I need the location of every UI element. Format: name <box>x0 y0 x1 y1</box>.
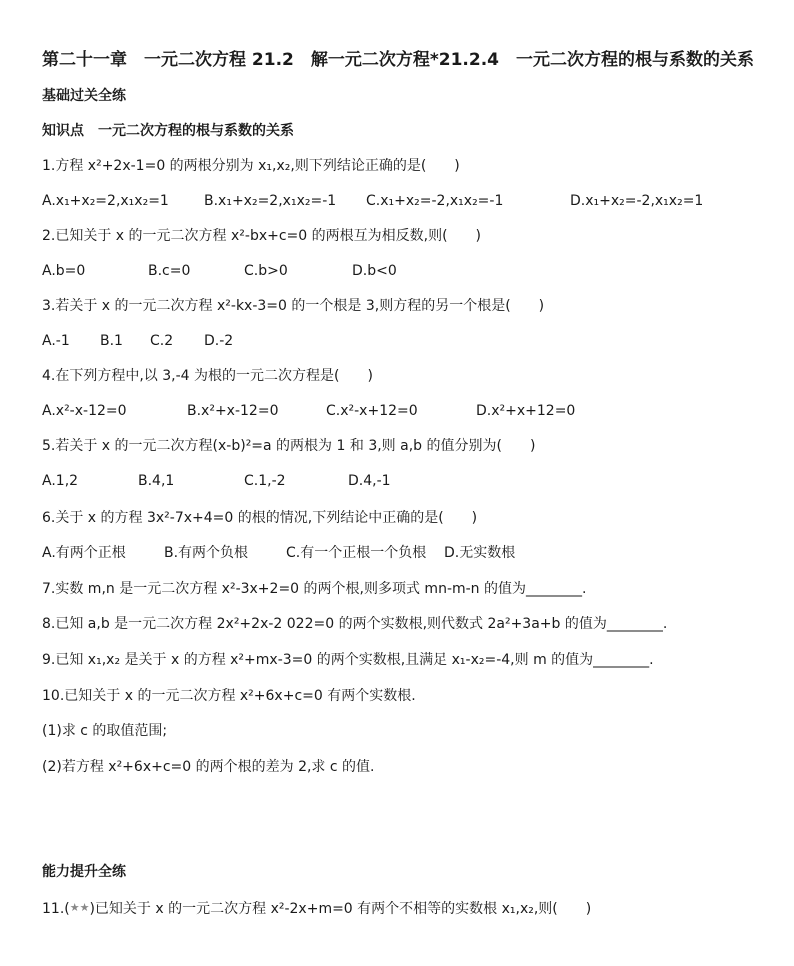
question-2-options <box>42 261 762 281</box>
option-b: B.x²+x-12=0 <box>187 403 279 419</box>
question-11-stem <box>42 898 591 919</box>
option-d: D.无实数根 <box>444 545 516 561</box>
option-b: B.有两个负根 <box>164 545 249 561</box>
option-a: A.x²-x-12=0 <box>42 403 127 419</box>
question-9: 9.已知 x₁,x₂ 是关于 x 的方程 x²+mx-3=0 的两个实数根,且满足 x₁-x₂=-4,则 m 的值为________. <box>42 652 654 668</box>
option-c: C.2 <box>150 333 174 349</box>
option-b: B.4,1 <box>138 473 175 489</box>
option-b: B.c=0 <box>148 263 191 279</box>
question-4-options <box>42 401 762 421</box>
option-d: D.x₁+x₂=-2,x₁x₂=1 <box>570 193 704 209</box>
question-4-stem: 4.在下列方程中,以 3,-4 为根的一元二次方程是( ) <box>42 368 373 384</box>
question-7: 7.实数 m,n 是一元二次方程 x²-3x+2=0 的两个根,则多项式 mn-m-n 的值为________. <box>42 581 587 597</box>
question-10-part-1: (1)求 c 的取值范围; <box>42 723 168 739</box>
option-c: C.b>0 <box>244 263 288 279</box>
option-b: B.1 <box>100 333 123 349</box>
option-a: A.1,2 <box>42 473 79 489</box>
option-a: A.x₁+x₂=2,x₁x₂=1 <box>42 193 169 209</box>
section-basic: 基础过关全练 <box>42 88 126 104</box>
question-6-stem: 6.关于 x 的方程 3x²-7x+4=0 的根的情况,下列结论中正确的是( ) <box>42 510 478 526</box>
question-11-text: )已知关于 x 的一元二次方程 x²-2x+m=0 有两个不相等的实数根 x₁,x₂,则( ) <box>89 901 592 917</box>
option-c: C.1,-2 <box>244 473 286 489</box>
question-5-stem: 5.若关于 x 的一元二次方程(x-b)²=a 的两根为 1 和 3,则 a,b 的值分别为( ) <box>42 438 536 454</box>
question-5-options <box>42 471 762 491</box>
difficulty-star-icon: ★★ <box>69 901 90 914</box>
question-8: 8.已知 a,b 是一元二次方程 2x²+2x-2 022=0 的两个实数根,则代数式 2a²+3a+b 的值为________. <box>42 616 668 632</box>
knowledge-point: 知识点 一元二次方程的根与系数的关系 <box>42 123 294 139</box>
option-c: C.x₁+x₂=-2,x₁x₂=-1 <box>366 193 504 209</box>
question-10-part-2: (2)若方程 x²+6x+c=0 的两个根的差为 2,求 c 的值. <box>42 759 375 775</box>
option-a: A.b=0 <box>42 263 86 279</box>
option-d: D.-2 <box>204 333 234 349</box>
option-a: A.有两个正根 <box>42 545 126 561</box>
option-d: D.4,-1 <box>348 473 391 489</box>
question-3-options <box>42 331 762 351</box>
question-3-stem: 3.若关于 x 的一元二次方程 x²-kx-3=0 的一个根是 3,则方程的另一个根是( ) <box>42 298 545 314</box>
question-10-stem: 10.已知关于 x 的一元二次方程 x²+6x+c=0 有两个实数根. <box>42 688 416 704</box>
question-11-prefix: 11.( <box>42 901 70 917</box>
option-a: A.-1 <box>42 333 70 349</box>
question-1-options <box>42 191 762 211</box>
question-1-stem: 1.方程 x²+2x-1=0 的两根分别为 x₁,x₂,则下列结论正确的是( ) <box>42 158 460 174</box>
option-c: C.有一个正根一个负根 <box>286 545 427 561</box>
question-2-stem: 2.已知关于 x 的一元二次方程 x²-bx+c=0 的两根互为相反数,则( ) <box>42 228 482 244</box>
option-d: D.b<0 <box>352 263 397 279</box>
page-title: 第二十一章 一元二次方程 21.2 解一元二次方程*21.2.4 一元二次方程的根与系数的关系 <box>42 50 754 70</box>
question-6-options <box>42 543 762 563</box>
section-advanced: 能力提升全练 <box>42 864 126 880</box>
option-d: D.x²+x+12=0 <box>476 403 576 419</box>
option-b: B.x₁+x₂=2,x₁x₂=-1 <box>204 193 337 209</box>
option-c: C.x²-x+12=0 <box>326 403 418 419</box>
